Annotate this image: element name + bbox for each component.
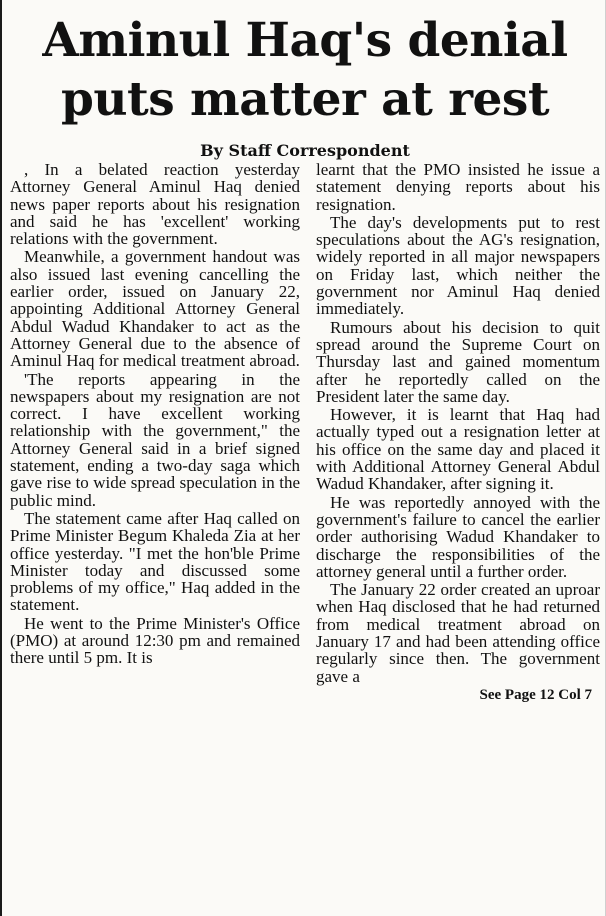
paragraph: He was reportedly annoyed with the government's failure to cancel the earlier order authorising Wadud Khandaker to discharge the responsibilities of the attorney general until a further order.: [316, 492, 600, 581]
paragraph: He went to the Prime Minister's Office (PMO) at around 12:30 pm and remained there until 5 pm. It is: [10, 613, 300, 668]
paragraph: The statement came after Haq called on Prime Minister Begum Khaleda Zia at her office yesterday. "I met the hon'ble Prime Minister today and discussed some problems of my office," Haq added in the statement.: [10, 508, 300, 615]
byline: By Staff Correspondent: [200, 141, 410, 160]
article-column-left: [10, 161, 300, 667]
headline-line-1: Aminul Haq's denial: [42, 13, 568, 68]
paragraph: Rumours about his decision to quit spread around the Supreme Court on Thursday last and gained momentum after he reportedly called on the President later the same day.: [316, 317, 600, 406]
headline-line-2: puts matter at rest: [60, 72, 550, 127]
paragraph: 'The reports appearing in the newspapers about my resignation are not correct. I have excellent working relationship with the government," the Attorney General said in a brief signed statement, ending a two-day saga which gave rise to wide spread speculation in the public mind.: [10, 369, 300, 510]
continuation-reference[interactable]: See Page 12 Col 7: [479, 686, 592, 703]
article-column-right: [316, 161, 600, 704]
paragraph: , In a belated reaction yesterday Attorney General Aminul Haq denied news paper reports about his resignation and said he has 'excellent' working relations with the government.: [10, 160, 300, 249]
paragraph: The day's developments put to rest speculations about the AG's resignation, widely reported in all major newspapers on Friday last, which neither the government nor Aminul Haq denied immediately.: [316, 212, 600, 319]
paragraph: However, it is learnt that Haq had actually typed out a resignation letter at his office on the same day and placed it with Additional Attorney General Abdul Wadud Khandaker, after signing it.: [316, 405, 600, 494]
paragraph: Meanwhile, a government handout was also issued last evening cancelling the earlier order, issued on January 22, appointing Additional Attorney General Abdul Wadud Khandaker to act as the Attorney General due to the absence of Aminul Haq for medical treatment abroad.: [10, 247, 300, 371]
paragraph: The January 22 order created an uproar when Haq disclosed that he had returned from medical treatment abroad on January 17 and had been attending office regularly since then. The government gave a: [316, 580, 600, 686]
paragraph: learnt that the PMO insisted he issue a statement denying reports about his resignation.: [316, 160, 600, 214]
